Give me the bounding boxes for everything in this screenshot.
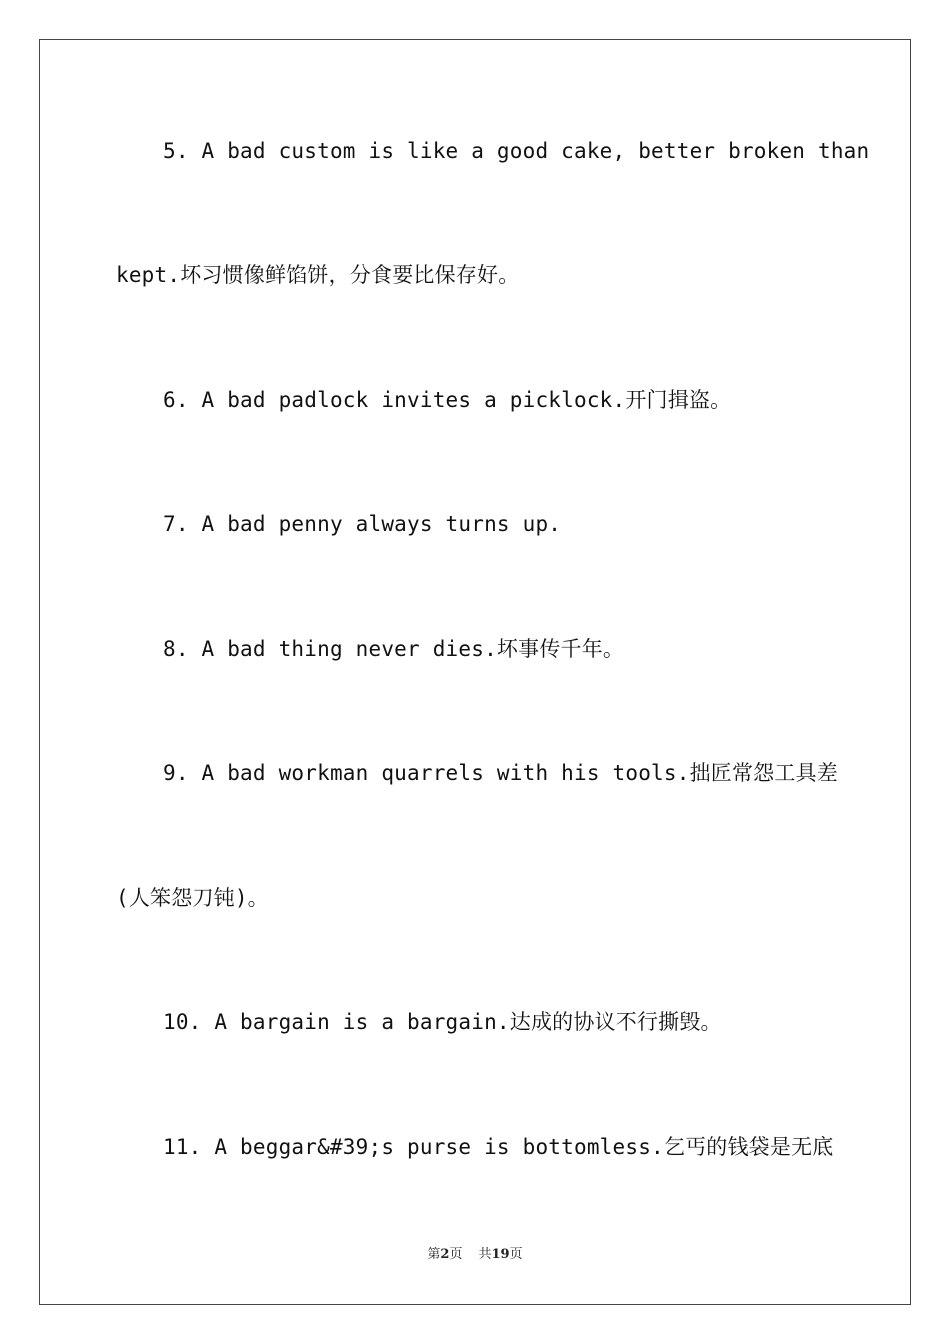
footer-total-pages: 19: [491, 1247, 510, 1262]
footer-total-prefix: 共: [478, 1247, 492, 1262]
text-line: 9. A bad workman quarrels with his tools.拙匠常怨工具差: [163, 761, 838, 785]
page-border: [39, 39, 911, 1305]
text-line: kept.坏习惯像鲜馅饼，分食要比保存好。: [116, 263, 520, 287]
text-line: (人笨怨刀钝)。: [116, 886, 269, 910]
text-line: 6. A bad padlock invites a picklock.开门揖盗。: [163, 388, 732, 412]
footer-total-suffix: 页: [509, 1247, 523, 1262]
footer-page-prefix: 第: [427, 1247, 441, 1262]
text-line: 5. A bad custom is like a good cake, better broken than: [163, 139, 870, 163]
page-footer: [0, 1246, 950, 1264]
footer-page-suffix: 页: [449, 1247, 463, 1262]
text-line: 11. A beggar&#39;s purse is bottomless.乞丐的钱袋是无底: [163, 1135, 834, 1159]
text-line: 10. A bargain is a bargain.达成的协议不行撕毁。: [163, 1010, 722, 1034]
footer-page-number: 2: [440, 1247, 450, 1262]
text-line: 7. A bad penny always turns up.: [163, 512, 562, 536]
text-line: 8. A bad thing never dies.坏事传千年。: [163, 637, 625, 661]
